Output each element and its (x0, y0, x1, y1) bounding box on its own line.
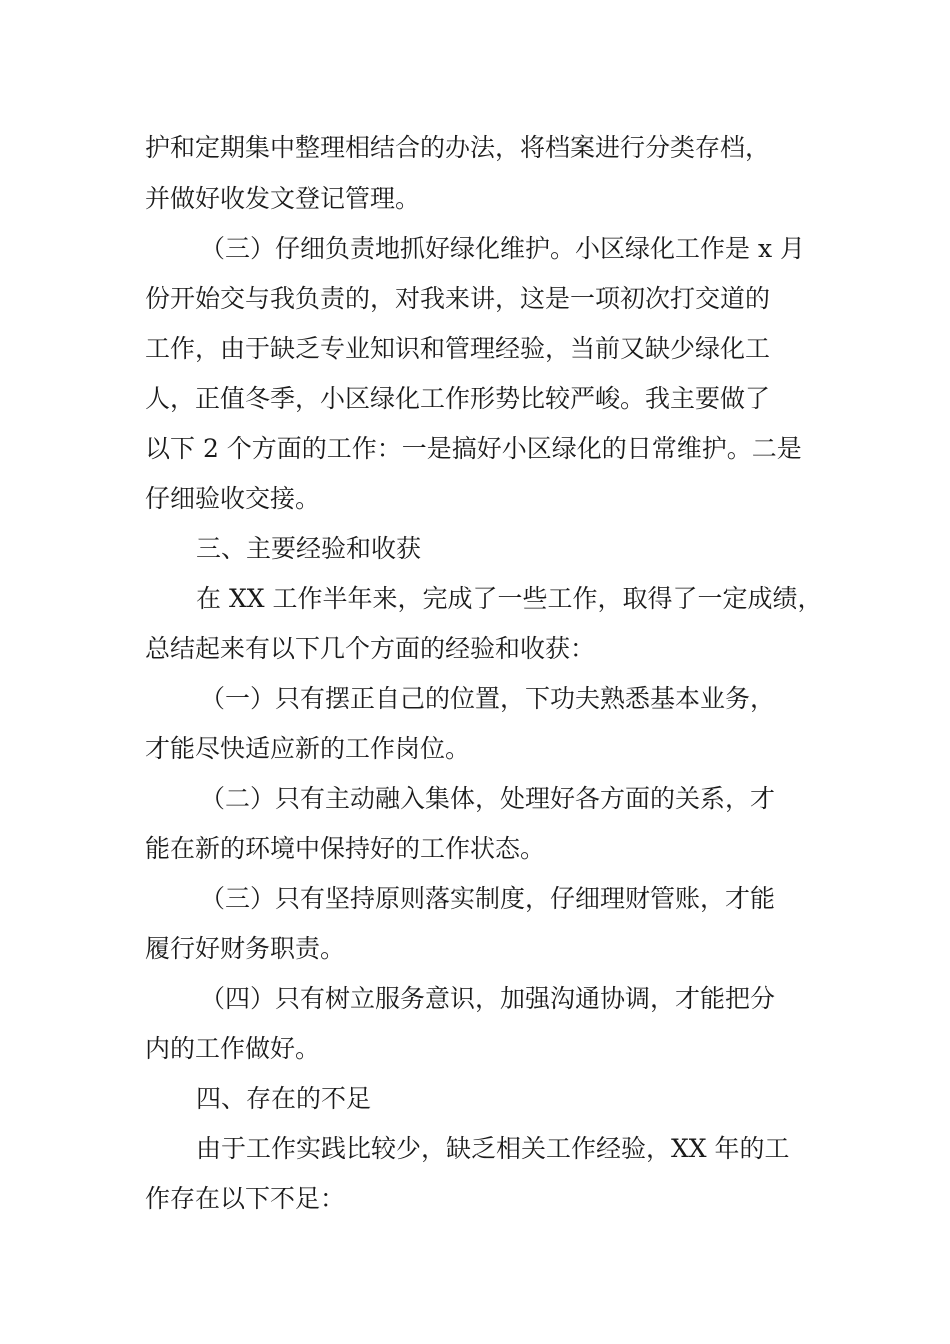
paragraph-start-line: （一）只有摆正自己的位置，下功夫熟悉基本业务， (200, 684, 776, 713)
text-line: 才能尽快适应新的工作岗位。 (145, 734, 471, 763)
text-line: 内的工作做好。 (145, 1034, 321, 1063)
text-line: 以下 2 个方面的工作：一是搞好小区绿化的日常维护。二是 (145, 434, 802, 463)
text-line: 总结起来有以下几个方面的经验和收获： (145, 634, 596, 663)
text-line: 份开始交与我负责的，对我来讲，这是一项初次打交道的 (145, 284, 771, 313)
section-heading: 四、存在的不足 (196, 1084, 372, 1113)
paragraph-start-line: （三）只有坚持原则落实制度，仔细理财管账，才能 (200, 884, 776, 913)
text-line: 人，正值冬季，小区绿化工作形势比较严峻。我主要做了 (145, 384, 771, 413)
paragraph-start-line: 由于工作实践比较少，缺乏相关工作经验，XX 年的工 (196, 1134, 790, 1163)
text-line: 工作，由于缺乏专业知识和管理经验，当前又缺少绿化工 (145, 334, 771, 363)
paragraph-start-line: 在 XX 工作半年来，完成了一些工作，取得了一定成绩， (196, 584, 823, 613)
text-line: 仔细验收交接。 (145, 484, 321, 513)
paragraph-start-line: （四）只有树立服务意识，加强沟通协调，才能把分 (200, 984, 776, 1013)
paragraph-start-line: （二）只有主动融入集体，处理好各方面的关系，才 (200, 784, 776, 813)
text-line: 履行好财务职责。 (145, 934, 346, 963)
paragraph-start-line: （三）仔细负责地抓好绿化维护。小区绿化工作是 x 月 (200, 234, 805, 263)
section-heading: 三、主要经验和收获 (196, 534, 422, 563)
text-line: 作存在以下不足： (145, 1184, 346, 1213)
text-line: 能在新的环境中保持好的工作状态。 (145, 834, 546, 863)
text-line: 并做好收发文登记管理。 (145, 184, 421, 213)
text-line: 护和定期集中整理相结合的办法，将档案进行分类存档， (145, 133, 771, 162)
